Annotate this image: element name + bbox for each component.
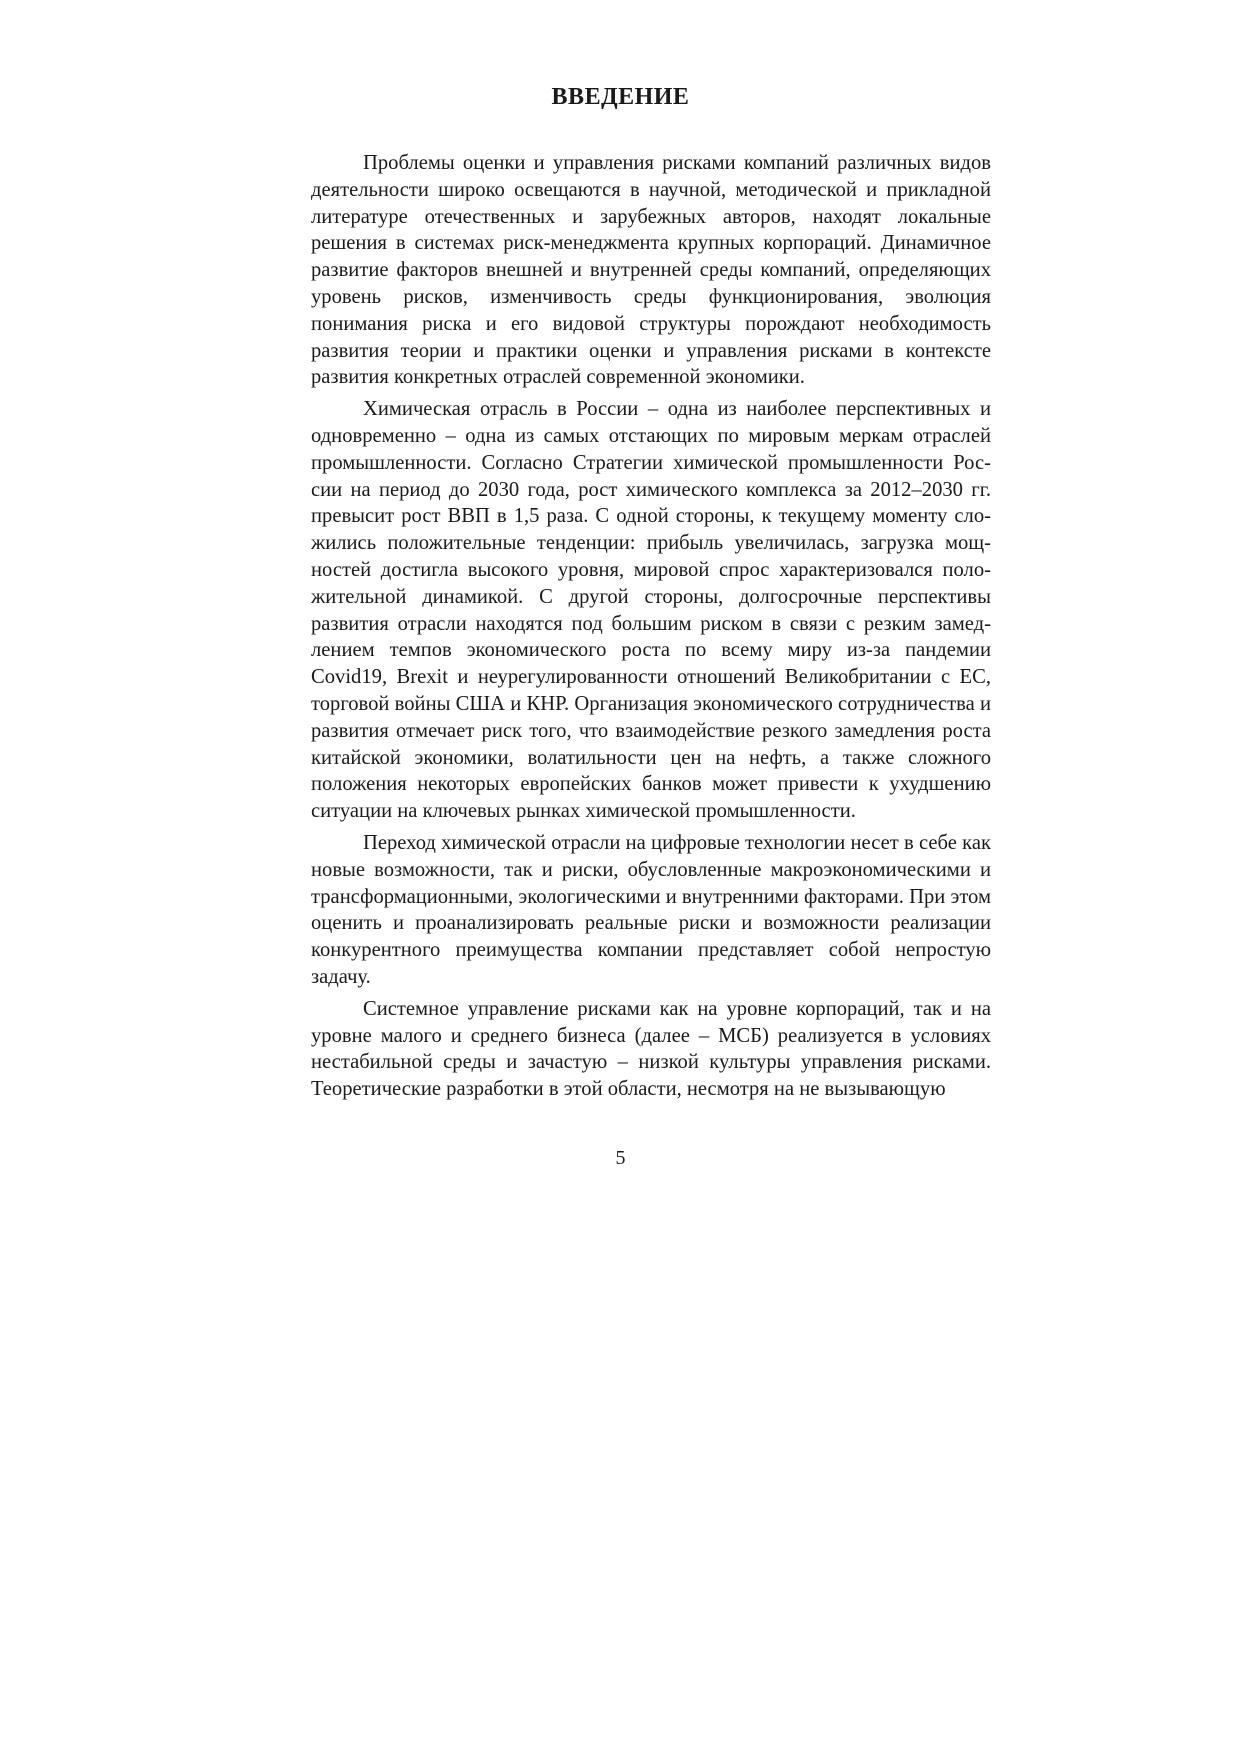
body-text: [311, 150, 991, 1108]
paragraph-2: Химическая отрасль в России – одна из наиболее перспективных и одновременно – одна из самых отстающих по мировым меркам отраслей промышленности. Согласно Стратегии химической промышленности России на период до 2030 года, рост химического комплекса за 2012–2030 гг. превысит рост ВВП в 1,5 раза. С одной стороны, к текущему моменту сложились положительные тенденции: прибыль увеличилась, загрузка мощностей достигла высокого уровня, мировой спрос характеризовался положительной динамикой. С другой стороны, долгосрочные перспективы развития отрасли находятся под большим риском в связи с резким замедлением темпов экономического роста по всему миру из-за пандемии Covid19, Brexit и неурегулированности отношений Великобритании с ЕС, торговой войны США и КНР. Организация экономического сотрудничества и развития отмечает риск того, что взаимодействие резкого замедления роста китайской экономики, волатильности цен на нефть, а также сложного положения некоторых европейских банков может привести к ухудшению ситуации на ключевых рынках химической промышленности.: [311, 398, 991, 823]
paragraph-4: Системное управление рисками как на уровне корпораций, так и на уровне малого и среднего бизнеса (далее – МСБ) реализуется в условиях нестабильной среды и зачастую – низкой культуры управления рисками. Теоретические разработки в этой области, несмотря на не вызывающую: [311, 997, 991, 1101]
page-number: 5: [615, 1147, 626, 1169]
paragraph-1: Проблемы оценки и управления рисками компаний различных видов деятельности широко освещаются в научной, методической и прикладной литературе отечественных и зарубежных авторов, находят локальные решения в системах риск-менеджмента крупных корпораций. Динамичное развитие факторов внешней и внутренней среды компаний, определяющих уровень рисков, изменчивость среды функционирования, эволюция понимания риска и его видовой структуры порождают необходимость развития теории и практики оценки и управления рисками в контексте развития конкретных отраслей современной экономики.: [311, 152, 991, 389]
section-title: ВВЕДЕНИЕ: [551, 84, 690, 110]
paragraph-3: Переход химической отрасли на цифровые технологии несет в себе как новые возможности, так и риски, обусловленные макроэкономическими и трансформационными, экологическими и внутренними факторами. При этом оценить и проанализировать реальные риски и возможности реализации конкурентного преимущества компании представляет собой непростую задачу.: [311, 831, 991, 988]
